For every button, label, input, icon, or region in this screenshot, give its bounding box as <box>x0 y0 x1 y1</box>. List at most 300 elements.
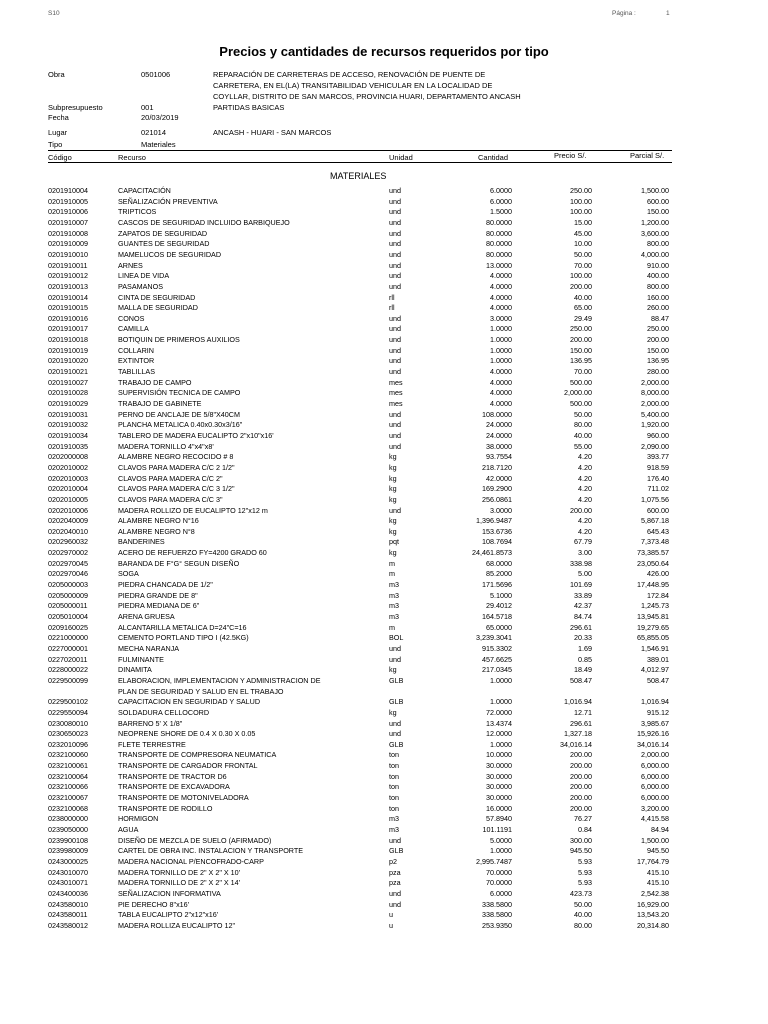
resource-price: 200.00 <box>570 803 592 813</box>
resource-quantity: 30.0000 <box>486 782 512 792</box>
table-row <box>0 719 768 730</box>
resource-price: 80.00 <box>574 420 592 430</box>
resource-unit: und <box>389 217 401 227</box>
section-title: MATERIALES <box>330 171 387 181</box>
resource-price: 34,016.14 <box>560 739 592 749</box>
resource-partial: 600.00 <box>647 196 669 206</box>
table-row <box>0 900 768 911</box>
resource-code: 0201910017 <box>48 324 88 334</box>
resource-code: 0201910009 <box>48 239 88 249</box>
resource-partial: 13,543.20 <box>637 910 669 920</box>
resource-name: EXTINTOR <box>118 356 155 366</box>
resource-name: SOGA <box>118 569 139 579</box>
resource-name: SUPERVISIÓN TECNICA DE CAMPO <box>118 388 241 398</box>
resource-partial: 800.00 <box>647 281 669 291</box>
resource-quantity: 1.0000 <box>490 697 512 707</box>
resource-name: PERNO DE ANCLAJE DE 5/8"X40CM <box>118 409 240 419</box>
resource-quantity: 4.0000 <box>490 292 512 302</box>
resource-price: 500.00 <box>570 399 592 408</box>
page-label: Página : <box>612 10 636 17</box>
resource-price: 50.00 <box>574 899 592 909</box>
resource-name: ELABORACION, IMPLEMENTACION Y ADMINISTRACION DE <box>118 675 321 685</box>
table-row <box>0 697 768 708</box>
table-row <box>0 506 768 517</box>
table-row <box>0 729 768 740</box>
table-row <box>0 271 768 282</box>
resource-partial: 160.00 <box>647 292 669 302</box>
resource-unit: kg <box>389 516 397 526</box>
resource-name: SEÑALIZACIÓN PREVENTIVA <box>118 196 218 206</box>
resource-unit: GLB <box>389 697 404 707</box>
resource-name: FLETE TERRESTRE <box>118 739 186 749</box>
resource-quantity: 3,239.3041 <box>476 633 512 643</box>
obra-label: Obra <box>48 70 65 79</box>
resource-partial: 176.40 <box>647 473 669 483</box>
resource-price: 338.98 <box>570 558 592 568</box>
resource-partial: 918.59 <box>647 462 669 472</box>
resource-name: PLAN DE SEGURIDAD Y SALUD EN EL TRABAJO <box>118 686 284 696</box>
resource-price: 20.33 <box>574 633 592 643</box>
resource-quantity: 218.7120 <box>482 462 512 472</box>
resource-unit: und <box>389 505 401 515</box>
table-row <box>0 282 768 293</box>
resource-code: 0201910016 <box>48 313 88 323</box>
resource-quantity: 80.0000 <box>486 228 512 238</box>
table-row <box>0 484 768 495</box>
resource-quantity: 29.4012 <box>486 601 512 611</box>
resource-partial: 1,016.94 <box>641 697 669 707</box>
resource-code: 0232100068 <box>48 803 88 813</box>
resource-partial: 6,000.00 <box>641 782 669 792</box>
resource-name: PIEDRA MEDIANA DE 6" <box>118 601 200 611</box>
resource-name: TABLILLAS <box>118 367 156 377</box>
resource-quantity: 30.0000 <box>486 793 512 803</box>
lugar-label: Lugar <box>48 128 68 137</box>
resource-quantity: 72.0000 <box>486 707 512 717</box>
resource-name: PIE DERECHO 8"x16' <box>118 899 190 909</box>
resource-name: PASAMANOS <box>118 281 163 291</box>
resource-partial: 150.00 <box>647 207 669 217</box>
resource-code: 0239980009 <box>48 846 88 856</box>
resource-price: 42.37 <box>574 601 592 611</box>
resource-price: 29.49 <box>574 313 592 323</box>
resource-code: 0205000011 <box>48 601 88 611</box>
resource-unit: kg <box>389 707 397 717</box>
resource-name: MADERA TORNILLO DE 2" X 2" X 10' <box>118 867 241 877</box>
resource-code: 0243010071 <box>48 878 88 888</box>
resource-code: 0232100066 <box>48 782 88 792</box>
resource-name: AGUA <box>118 825 139 834</box>
resource-name: TABLERO DE MADERA EUCALIPTO 2"x10"x16' <box>118 430 274 440</box>
resource-name: ALAMBRE NEGRO RECOCIDO # 8 <box>118 452 234 462</box>
resource-unit: pza <box>389 867 401 877</box>
resource-code: 0201910006 <box>48 207 88 217</box>
resource-quantity: 4.0000 <box>490 367 512 377</box>
table-row <box>0 229 768 240</box>
resource-partial: 136.95 <box>647 356 669 366</box>
resource-code: 0232010096 <box>48 739 88 749</box>
resource-partial: 73,385.57 <box>637 548 669 558</box>
resource-partial: 5,867.18 <box>641 516 669 526</box>
table-row <box>0 750 768 761</box>
resource-code: 0201910018 <box>48 335 88 345</box>
table-row <box>0 793 768 804</box>
resource-name: CLAVOS PARA MADERA C/C 2" <box>118 473 223 483</box>
resource-code: 0243400036 <box>48 888 88 898</box>
table-row <box>0 420 768 431</box>
table-row <box>0 804 768 815</box>
resource-code: 0201910034 <box>48 430 88 440</box>
table-row <box>0 293 768 304</box>
resource-name: TRANSPORTE DE MOTONIVELADORA <box>118 793 249 803</box>
resource-price: 70.00 <box>574 260 592 270</box>
resource-code: 0205010004 <box>48 612 88 621</box>
resource-name: BANDERINES <box>118 537 165 547</box>
header-rule-bottom <box>48 162 672 163</box>
resource-unit: ton <box>389 761 399 771</box>
table-row <box>0 623 768 634</box>
resource-partial: 20,314.80 <box>637 920 669 930</box>
resource-code: 0202010004 <box>48 484 88 494</box>
table-row <box>0 314 768 325</box>
resource-unit: und <box>389 239 401 249</box>
resource-name: TRANSPORTE DE CARGADOR FRONTAL <box>118 761 258 771</box>
resource-price: 15.00 <box>574 217 592 227</box>
lugar-description: ANCASH - HUARI - SAN MARCOS <box>213 128 332 137</box>
table-row <box>0 761 768 772</box>
resource-partial: 910.00 <box>647 260 669 270</box>
resource-partial: 150.00 <box>647 345 669 355</box>
resource-price: 250.00 <box>570 186 592 195</box>
resource-partial: 6,000.00 <box>641 771 669 781</box>
resource-partial: 426.00 <box>647 569 669 579</box>
resource-code: 0205000009 <box>48 590 88 600</box>
resource-partial: 1,546.91 <box>641 643 669 653</box>
resource-name: CLAVOS PARA MADERA C/C 3" <box>118 494 223 504</box>
resource-quantity: 24.0000 <box>486 430 512 440</box>
resource-quantity: 915.3302 <box>482 643 512 653</box>
resource-partial: 19,279.65 <box>637 622 669 632</box>
table-row <box>0 527 768 538</box>
resource-unit: ton <box>389 771 399 781</box>
resource-partial: 280.00 <box>647 367 669 377</box>
table-row <box>0 836 768 847</box>
resource-code: 0201910011 <box>48 260 88 270</box>
resource-name: NEOPRENE SHORE DE 0.4 X 0.30 X 0.05 <box>118 729 256 739</box>
table-row <box>0 676 768 687</box>
resource-code: 0243010070 <box>48 867 88 877</box>
resource-quantity: 171.5696 <box>482 580 512 590</box>
table-row <box>0 537 768 548</box>
resource-unit: und <box>389 888 401 898</box>
resource-name: ALCANTARILLA METALICA D=24"C=16 <box>118 622 247 632</box>
resource-code: 0201910029 <box>48 399 88 408</box>
resource-code: 0201910028 <box>48 388 88 398</box>
resource-code: 0238000000 <box>48 814 88 824</box>
resource-code: 0229500099 <box>48 675 88 685</box>
resource-quantity: 38.0000 <box>486 441 512 451</box>
table-row <box>0 921 768 932</box>
resource-price: 5.93 <box>578 878 592 888</box>
resource-quantity: 70.0000 <box>486 867 512 877</box>
resource-unit: GLB <box>389 846 404 856</box>
resource-name: TRANSPORTE DE RODILLO <box>118 803 213 813</box>
resource-partial: 3,600.00 <box>641 228 669 238</box>
resource-partial: 260.00 <box>647 303 669 313</box>
table-row <box>0 889 768 900</box>
resource-partial: 2,000.00 <box>641 750 669 760</box>
resource-code: 0232100067 <box>48 793 88 803</box>
table-row <box>0 261 768 272</box>
table-row <box>0 644 768 655</box>
resource-code: 0201910031 <box>48 409 88 419</box>
resource-code: 0205000003 <box>48 580 88 590</box>
resource-unit: m <box>389 569 395 579</box>
resource-quantity: 5.1000 <box>490 590 512 600</box>
resource-partial: 415.10 <box>647 867 669 877</box>
resource-price: 4.20 <box>578 462 592 472</box>
resource-partial: 2,000.00 <box>641 377 669 387</box>
resource-unit: BOL <box>389 633 404 643</box>
resource-code: 0201910019 <box>48 345 88 355</box>
resource-name: TRANSPORTE DE COMPRESORA NEUMATICA <box>118 750 277 760</box>
resource-code: 0202010002 <box>48 462 88 472</box>
resource-quantity: 16.0000 <box>486 803 512 813</box>
resource-unit: und <box>389 367 401 377</box>
resource-quantity: 101.1191 <box>482 825 512 834</box>
resource-code: 0239900108 <box>48 835 88 845</box>
resource-partial: 2,090.00 <box>641 441 669 451</box>
resource-name: ARNES <box>118 260 143 270</box>
resource-partial: 13,945.81 <box>637 612 669 621</box>
resource-name: ARENA GRUESA <box>118 612 175 621</box>
resource-price: 40.00 <box>574 910 592 920</box>
resource-price: 101.69 <box>570 580 592 590</box>
table-row <box>0 239 768 250</box>
resource-quantity: 4.0000 <box>490 271 512 281</box>
resource-code: 0201910008 <box>48 228 88 238</box>
resource-code: 0230650023 <box>48 729 88 739</box>
resource-quantity: 80.0000 <box>486 249 512 259</box>
resource-code: 0243000025 <box>48 856 88 866</box>
resource-code: 0201910013 <box>48 281 88 291</box>
resource-unit: kg <box>389 548 397 558</box>
table-row <box>0 346 768 357</box>
resource-code: 0202010006 <box>48 505 88 515</box>
table-row <box>0 580 768 591</box>
resource-name: CONOS <box>118 313 145 323</box>
resource-name: TRANSPORTE DE TRACTOR D6 <box>118 771 227 781</box>
resource-quantity: 65.0000 <box>486 622 512 632</box>
resource-code: 0232100061 <box>48 761 88 771</box>
resource-price: 67.79 <box>574 537 592 547</box>
resource-name: HORMIGON <box>118 814 159 824</box>
resource-partial: 4,012.97 <box>641 665 669 675</box>
resource-name: CAMILLA <box>118 324 149 334</box>
resource-quantity: 2,995.7487 <box>476 856 512 866</box>
resource-unit: m3 <box>389 814 399 824</box>
table-row <box>0 708 768 719</box>
resource-quantity: 338.5800 <box>482 910 512 920</box>
resource-name: ACERO DE REFUERZO FY=4200 GRADO 60 <box>118 548 267 558</box>
table-row <box>0 601 768 612</box>
table-row <box>0 591 768 602</box>
resource-quantity: 24,461.8573 <box>472 548 512 558</box>
resource-partial: 400.00 <box>647 271 669 281</box>
resource-price: 5.93 <box>578 856 592 866</box>
resource-price: 70.00 <box>574 367 592 377</box>
resource-quantity: 4.0000 <box>490 388 512 398</box>
resource-name: PIEDRA GRANDE DE 8" <box>118 590 198 600</box>
resource-partial: 16,929.00 <box>637 899 669 909</box>
resource-price: 80.00 <box>574 920 592 930</box>
resource-name: CASCOS DE SEGURIDAD INCLUIDO BARBIQUEJO <box>118 217 290 227</box>
resource-partial: 84.94 <box>651 825 669 834</box>
resource-partial: 34,016.14 <box>637 739 669 749</box>
resource-unit: und <box>389 281 401 291</box>
resource-name: MADERA ROLLIZA EUCALIPTO 12" <box>118 920 236 930</box>
table-row <box>0 186 768 197</box>
resource-price: 945.50 <box>570 846 592 856</box>
resource-code: 0232100064 <box>48 771 88 781</box>
table-row <box>0 197 768 208</box>
resource-partial: 1,200.00 <box>641 217 669 227</box>
resource-quantity: 3.0000 <box>490 505 512 515</box>
resource-code: 0229500102 <box>48 697 88 707</box>
resource-quantity: 457.6625 <box>482 654 512 664</box>
resource-unit: m <box>389 622 395 632</box>
resource-unit: kg <box>389 665 397 675</box>
resource-code: 0243580010 <box>48 899 88 909</box>
resource-quantity: 30.0000 <box>486 771 512 781</box>
resource-name: LINEA DE VIDA <box>118 271 170 281</box>
resource-quantity: 4.0000 <box>490 377 512 387</box>
resource-partial: 600.00 <box>647 505 669 515</box>
resource-code: 0243580012 <box>48 920 88 930</box>
resource-name: BARRENO 5' X 1/8" <box>118 718 183 728</box>
resource-price: 508.47 <box>570 675 592 685</box>
resource-price: 136.95 <box>570 356 592 366</box>
resource-quantity: 85.2000 <box>486 569 512 579</box>
table-row <box>0 772 768 783</box>
resource-price: 4.20 <box>578 516 592 526</box>
resource-partial: 800.00 <box>647 239 669 249</box>
resource-price: 50.00 <box>574 249 592 259</box>
resource-code: 0201910021 <box>48 367 88 377</box>
column-header-resource: Recurso <box>118 153 146 162</box>
resource-code: 0201910014 <box>48 292 88 302</box>
resource-code: 0239050000 <box>48 825 88 834</box>
resource-unit: und <box>389 441 401 451</box>
resource-name: TABLA EUCALIPTO 2"x12"x16' <box>118 910 219 920</box>
table-row <box>0 665 768 676</box>
resource-price: 200.00 <box>570 281 592 291</box>
resource-price: 423.73 <box>570 888 592 898</box>
resource-price: 50.00 <box>574 409 592 419</box>
resource-price: 4.20 <box>578 526 592 536</box>
resource-quantity: 169.2900 <box>482 484 512 494</box>
resource-name: CAPACITACION EN SEGURIDAD Y SALUD <box>118 697 261 707</box>
page-number: 1 <box>666 10 670 17</box>
resource-unit: rll <box>389 292 395 302</box>
resource-code: 0221000000 <box>48 633 88 643</box>
resource-unit: m3 <box>389 825 399 834</box>
resource-unit: pza <box>389 878 401 888</box>
resource-name: COLLARIN <box>118 345 154 355</box>
table-row <box>0 782 768 793</box>
table-row <box>0 218 768 229</box>
resource-name: BARANDA DE F°G° SEGUN DISEÑO <box>118 558 240 568</box>
table-row <box>0 378 768 389</box>
resource-partial: 508.47 <box>647 675 669 685</box>
resource-price: 296.61 <box>570 622 592 632</box>
resource-price: 1.69 <box>578 643 592 653</box>
resource-partial: 250.00 <box>647 324 669 334</box>
resource-price: 200.00 <box>570 505 592 515</box>
resource-quantity: 24.0000 <box>486 420 512 430</box>
resource-partial: 5,400.00 <box>641 409 669 419</box>
resource-quantity: 217.0345 <box>482 665 512 675</box>
resource-code: 0201910015 <box>48 303 88 313</box>
resource-price: 1,327.18 <box>564 729 592 739</box>
resource-unit: u <box>389 920 393 930</box>
resource-unit: und <box>389 729 401 739</box>
table-row <box>0 687 768 698</box>
resource-partial: 23,050.64 <box>637 558 669 568</box>
resource-partial: 88.47 <box>651 313 669 323</box>
resource-code: 0202970045 <box>48 558 88 568</box>
table-row <box>0 559 768 570</box>
resource-quantity: 153.6736 <box>482 526 512 536</box>
resource-partial: 15,926.16 <box>637 729 669 739</box>
resource-code: 0201910027 <box>48 377 88 387</box>
resource-name: CLAVOS PARA MADERA C/C 3 1/2" <box>118 484 235 494</box>
resource-unit: GLB <box>389 739 404 749</box>
resource-partial: 200.00 <box>647 335 669 345</box>
resource-unit: m3 <box>389 601 399 611</box>
resource-code: 0202960032 <box>48 537 88 547</box>
resource-partial: 1,920.00 <box>641 420 669 430</box>
resource-price: 12.71 <box>574 707 592 717</box>
resource-code: 0228000022 <box>48 665 88 675</box>
table-row <box>0 207 768 218</box>
resource-name: TRABAJO DE GABINETE <box>118 399 202 408</box>
resource-unit: pqt <box>389 537 399 547</box>
table-row <box>0 335 768 346</box>
resource-unit: und <box>389 249 401 259</box>
resource-quantity: 4.0000 <box>490 399 512 408</box>
resource-unit: mes <box>389 388 403 398</box>
resource-name: CARTEL DE OBRA INC. INSTALACION Y TRANSPORTE <box>118 846 304 856</box>
table-row <box>0 814 768 825</box>
resource-unit: mes <box>389 399 403 408</box>
resource-partial: 65,855.05 <box>637 633 669 643</box>
resource-partial: 2,542.38 <box>641 888 669 898</box>
resource-quantity: 5.0000 <box>490 835 512 845</box>
resource-quantity: 1.0000 <box>490 846 512 856</box>
resource-price: 4.20 <box>578 452 592 462</box>
resource-quantity: 12.0000 <box>486 729 512 739</box>
resource-name: PLANCHA METALICA 0.40x0.30x3/16" <box>118 420 243 430</box>
table-row <box>0 303 768 314</box>
resource-unit: und <box>389 345 401 355</box>
table-row <box>0 410 768 421</box>
resource-unit: und <box>389 196 401 206</box>
resource-unit: und <box>389 313 401 323</box>
resource-price: 84.74 <box>574 612 592 621</box>
resource-quantity: 256.0861 <box>482 494 512 504</box>
table-row <box>0 463 768 474</box>
